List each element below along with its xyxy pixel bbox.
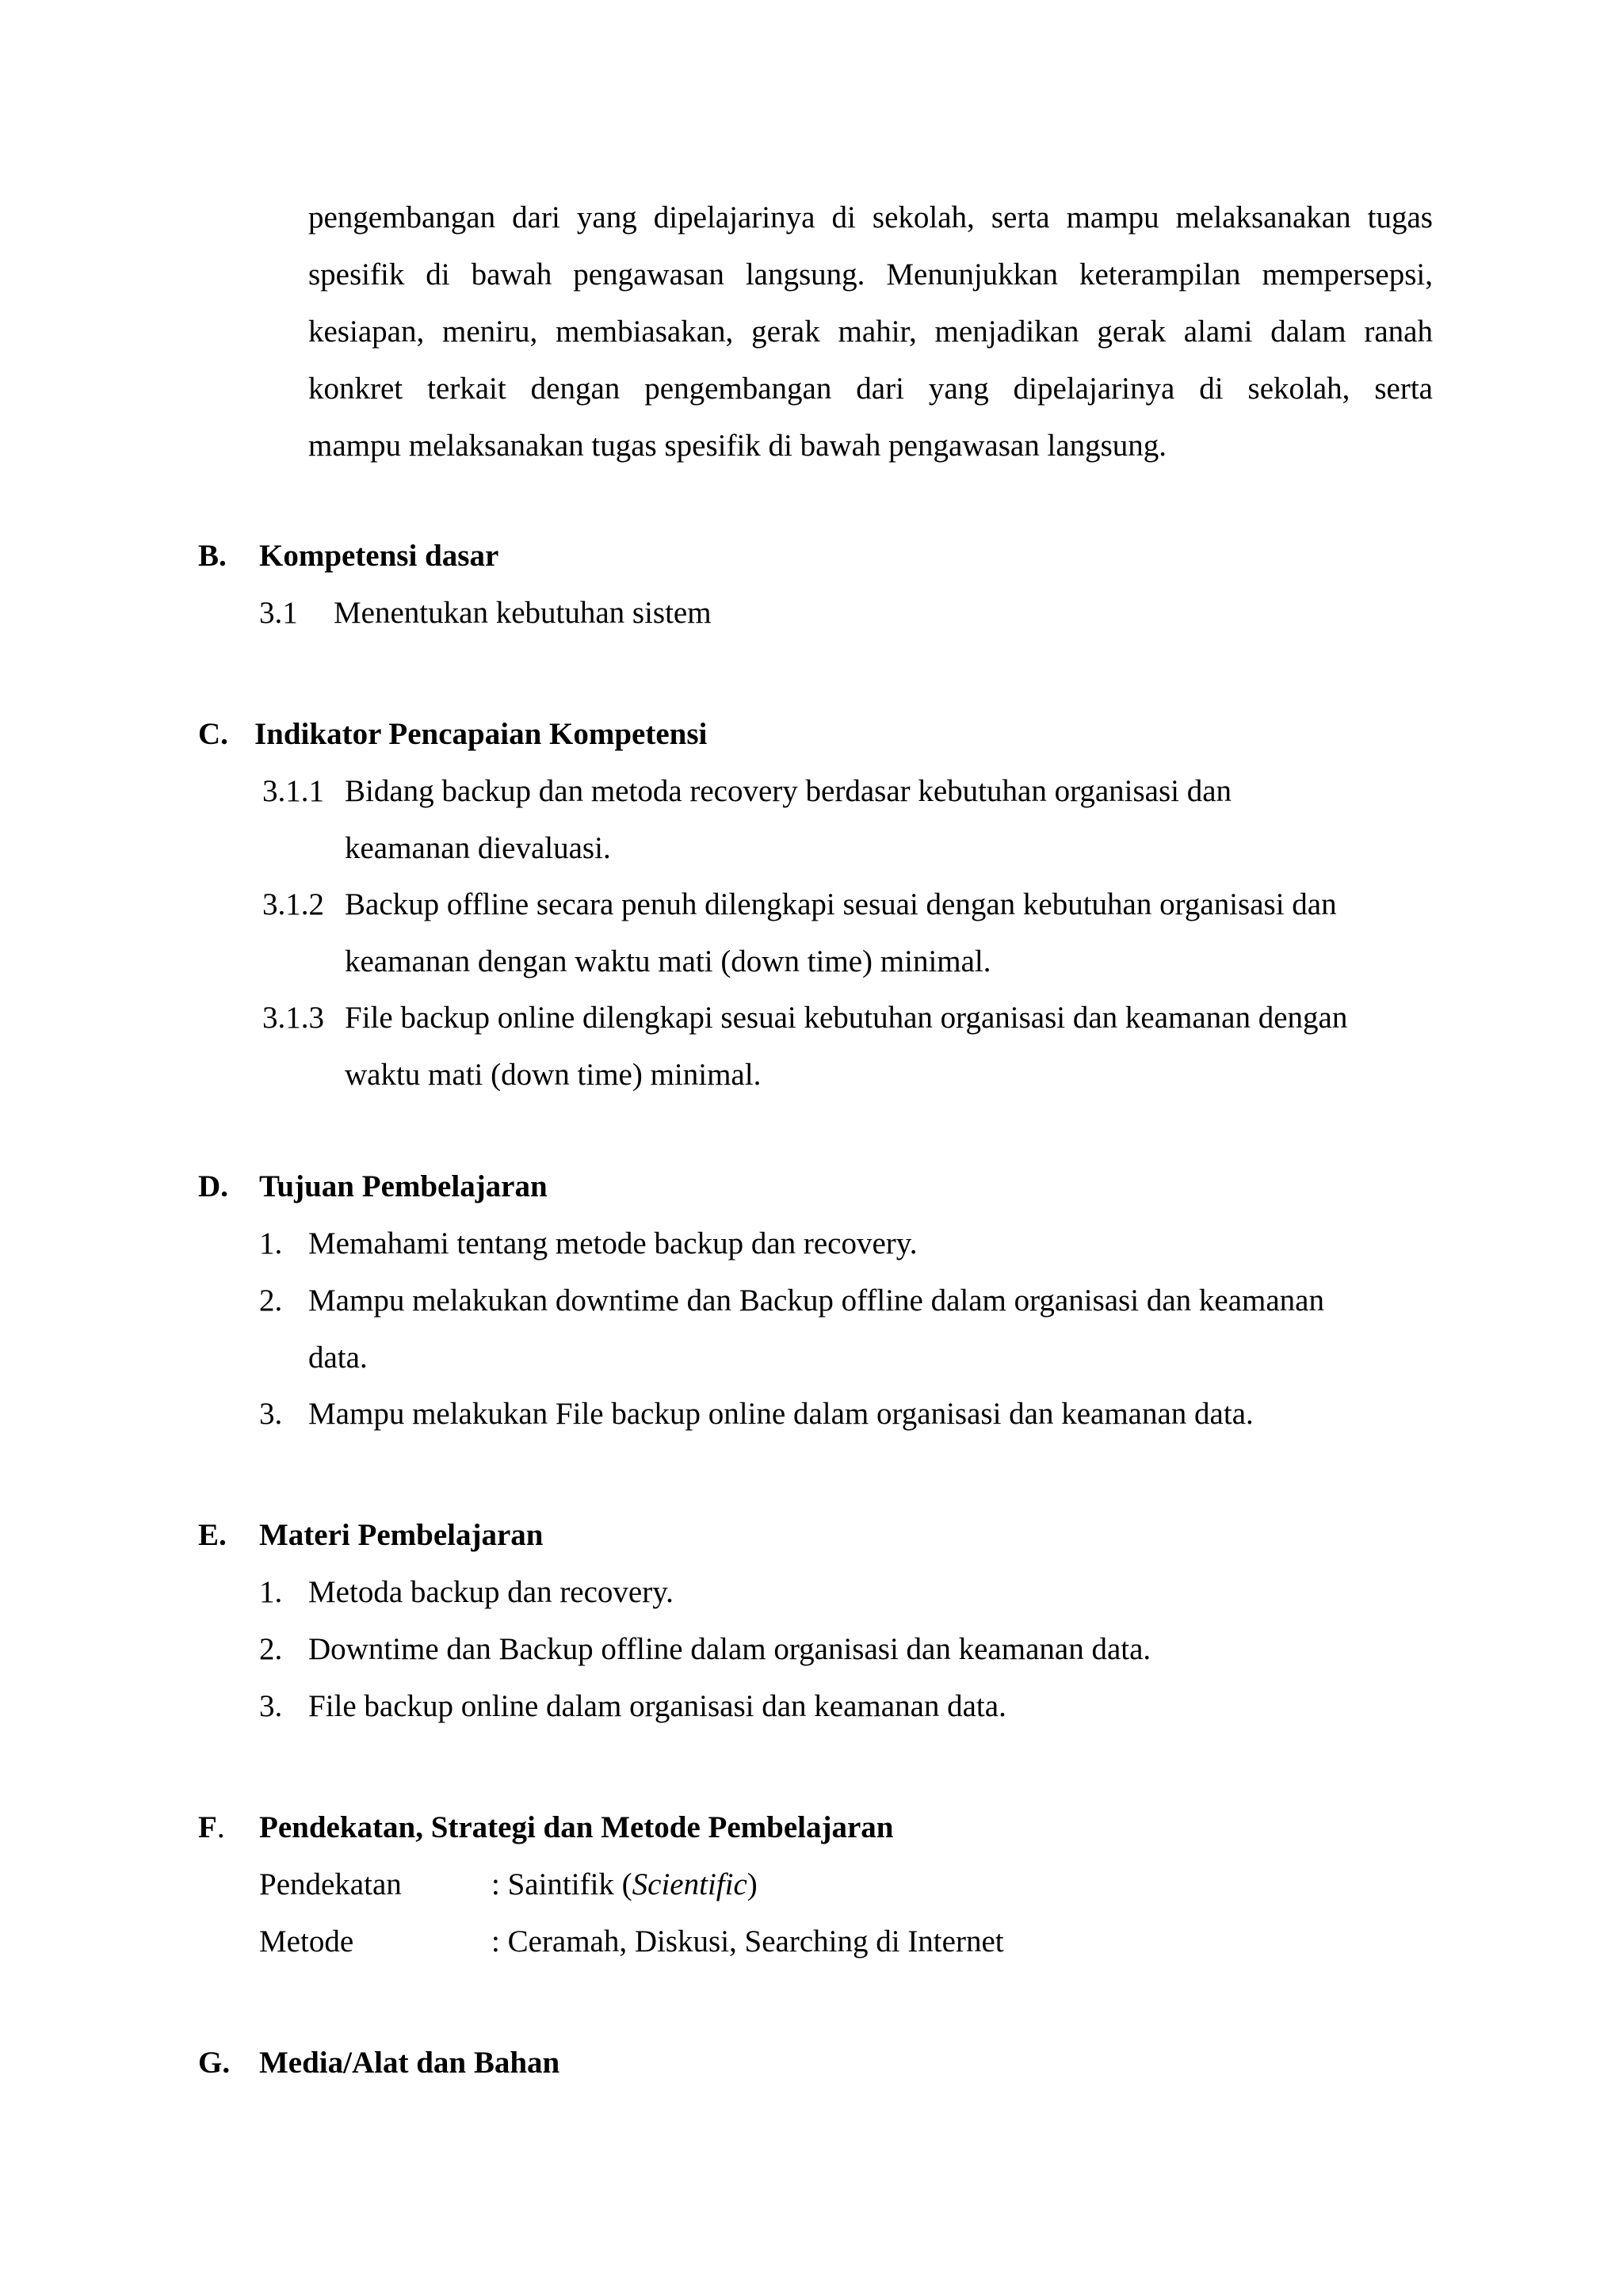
indicator-text: File backup online dilengkapi sesuai kebutuhan organisasi dan keamanan dengan (345, 1001, 1348, 1035)
intro-line-1: pengembangan dari yang dipelajarinya di sekolah, serta mampu melaksanakan tugas (308, 200, 1433, 235)
indicator-num: 3.1.3 (262, 1001, 324, 1035)
list-item-text: Downtime dan Backup offline dalam organisasi dan keamanan data. (308, 1632, 1151, 1666)
indicator-text-cont: keamanan dengan waktu mati (down time) minimal. (345, 944, 991, 978)
indicator-text: Backup offline secara penuh dilengkapi sesuai dengan kebutuhan organisasi dan (345, 887, 1337, 921)
indicator-text: Bidang backup dan metoda recovery berdasar kebutuhan organisasi dan (345, 774, 1232, 808)
approach-value-italic: Scientific (632, 1867, 747, 1901)
section-f-letter-char: F (198, 1810, 217, 1844)
section-f-letter-dot: . (216, 1810, 225, 1844)
list-item-num: 1. (259, 1226, 283, 1261)
indicator-num: 3.1.2 (262, 887, 324, 921)
section-d-title: Tujuan Pembelajaran (259, 1169, 548, 1203)
list-item-num: 3. (259, 1397, 283, 1431)
section-d-letter: D. (198, 1169, 228, 1203)
approach-label: Pendekatan (259, 1867, 402, 1901)
section-c-title: Indikator Pencapaian Kompetensi (254, 717, 708, 751)
intro-line-3: kesiapan, meniru, membiasakan, gerak mahir, menjadikan gerak alami dalam ranah (308, 315, 1433, 349)
section-g-title: Media/Alat dan Bahan (259, 2046, 560, 2080)
section-b-letter: B. (198, 539, 227, 573)
section-g-letter: G. (198, 2046, 231, 2080)
approach-value (491, 1867, 758, 1904)
method-value: : Ceramah, Diskusi, Searching di Internet (491, 1924, 1004, 1958)
indicator-num: 3.1.1 (262, 774, 324, 808)
method-label: Metode (259, 1924, 354, 1958)
list-item-text: File backup online dalam organisasi dan keamanan data. (308, 1689, 1006, 1723)
intro-line-2: spesifik di bawah pengawasan langsung. Menunjukkan keterampilan mempersepsi, (308, 257, 1433, 292)
section-e-title: Materi Pembelajaran (259, 1518, 544, 1552)
intro-line-4: konkret terkait dengan pengembangan dari yang dipelajarinya di sekolah, serta (308, 372, 1433, 406)
indicator-text-cont: keamanan dievaluasi. (345, 831, 611, 865)
list-item-text: Metoda backup dan recovery. (308, 1575, 674, 1609)
list-item-num: 1. (259, 1575, 283, 1609)
section-b-item-num: 3.1 (259, 596, 298, 630)
section-b-item-text: Menentukan kebutuhan sistem (334, 596, 712, 630)
list-item-num: 2. (259, 1283, 283, 1318)
intro-line-5: mampu melaksanakan tugas spesifik di bawah pengawasan langsung. (308, 429, 1167, 463)
list-item-num: 3. (259, 1689, 283, 1723)
list-item-text: Memahami tentang metode backup dan recovery. (308, 1226, 918, 1261)
list-item-num: 2. (259, 1632, 283, 1666)
list-item-text-cont: data. (308, 1341, 368, 1375)
section-f-title: Pendekatan, Strategi dan Metode Pembelajaran (259, 1810, 894, 1844)
list-item-text: Mampu melakukan File backup online dalam organisasi dan keamanan data. (308, 1397, 1254, 1431)
section-c-letter: C. (198, 717, 228, 751)
section-b-title: Kompetensi dasar (259, 539, 499, 573)
list-item-text: Mampu melakukan downtime dan Backup offline dalam organisasi dan keamanan (308, 1283, 1324, 1318)
approach-value-suffix: ) (747, 1867, 758, 1901)
section-e-letter: E. (198, 1518, 227, 1552)
approach-value-prefix: : Saintifik ( (491, 1867, 632, 1901)
section-f-letter (198, 1810, 225, 1847)
indicator-text-cont: waktu mati (down time) minimal. (345, 1058, 762, 1092)
